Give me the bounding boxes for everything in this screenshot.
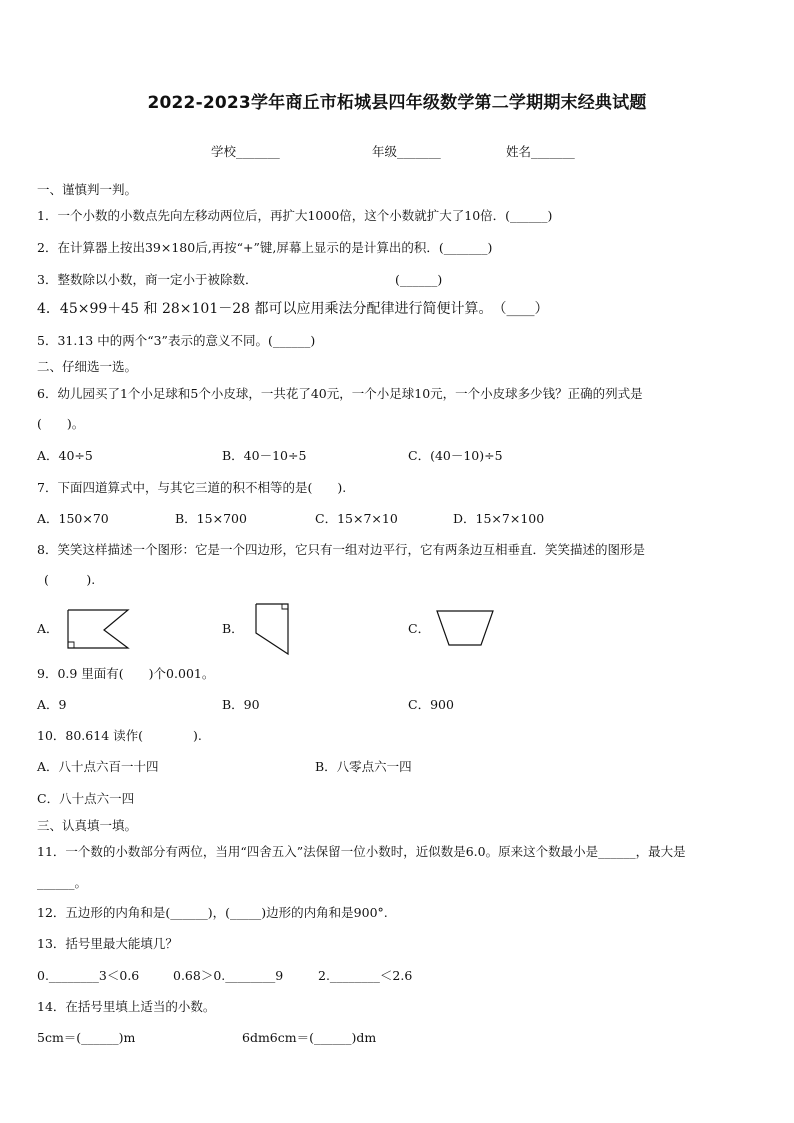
q8-option-a: A． bbox=[37, 621, 59, 636]
q7-option-c: C．15×7×10 bbox=[315, 511, 398, 526]
q6-option-c: C．(40－10)÷5 bbox=[408, 448, 503, 463]
question-6: 6．幼儿园买了1个小足球和5个小皮球，一共花了40元，一个小足球10元，一个小皮球多少钱？正确的列式是 bbox=[37, 386, 643, 401]
question-4: 4．45×99＋45 和 28×101－28 都可以应用乘法分配律进行简便计算。 （____） bbox=[37, 301, 549, 317]
question-12: 12．五边形的内角和是(______)，(_____)边形的内角和是900°. bbox=[37, 905, 388, 920]
question-1: 1．一个小数的小数点先向左移动两位后，再扩大1000倍，这个小数就扩大了10倍．(______) bbox=[37, 208, 553, 223]
q13-part-b: 0.68＞0.________9 bbox=[173, 968, 284, 983]
question-5: 5．31.13 中的两个“3”表示的意义不同。(______) bbox=[37, 333, 316, 348]
q14-part-b: 6dm6cm＝(______)dm bbox=[242, 1030, 377, 1045]
question-6-paren: ( )。 bbox=[37, 416, 85, 431]
question-10: 10．80.614 读作( ). bbox=[37, 728, 202, 743]
q10-option-c: C．八十点六一四 bbox=[37, 791, 135, 806]
q13-part-a: 0.________3＜0.6 bbox=[37, 968, 140, 983]
right-trapezoid-notched-shape bbox=[64, 606, 130, 652]
section1-heading: 一、谨慎判一判。 bbox=[37, 182, 138, 197]
section2-heading: 二、仔细选一选。 bbox=[37, 359, 138, 374]
question-11: 11．一个数的小数部分有两位，当用“四舍五入”法保留一位小数时，近似数是6.0。原来这个数最小是______，最大是 bbox=[37, 844, 686, 859]
q9-option-c: C．900 bbox=[408, 697, 454, 712]
q6-option-a: A．40÷5 bbox=[37, 448, 93, 463]
name-field: 姓名_______ bbox=[506, 144, 575, 159]
school-field: 学校_______ bbox=[211, 144, 280, 159]
q14-part-a: 5cm＝(______)m bbox=[37, 1030, 136, 1045]
right-angle-quadrilateral-shape bbox=[252, 601, 292, 657]
q9-option-a: A．9 bbox=[37, 697, 67, 712]
q9-option-b: B．90 bbox=[222, 697, 260, 712]
isosceles-trapezoid-shape bbox=[434, 607, 496, 649]
q7-option-b: B．15×700 bbox=[175, 511, 247, 526]
q7-option-a: A．150×70 bbox=[37, 511, 109, 526]
q13-part-c: 2.________＜2.6 bbox=[318, 968, 413, 983]
question-2: 2．在计算器上按出39×180后,再按“+”键,屏幕上显示的是计算出的积．(_______) bbox=[37, 240, 493, 255]
q10-option-b: B．八零点六一四 bbox=[315, 759, 412, 774]
question-13: 13．括号里最大能填几？ bbox=[37, 936, 178, 951]
q10-option-a: A．八十点六百一十四 bbox=[37, 759, 159, 774]
page-title: 2022-2023学年商丘市柘城县四年级数学第二学期期末经典试题 bbox=[147, 93, 647, 113]
q8-option-c: C． bbox=[408, 621, 431, 636]
q6-option-b: B．40－10÷5 bbox=[222, 448, 307, 463]
question-3: 3．整数除以小数，商一定小于被除数． bbox=[37, 272, 258, 287]
question-8: 8．笑笑这样描述一个图形：它是一个四边形，它只有一组对边平行，它有两条边互相垂直．笑笑描述的图形是 bbox=[37, 542, 645, 557]
question-9: 9．0.9 里面有( )个0.001。 bbox=[37, 666, 215, 681]
q8-option-b: B． bbox=[222, 621, 244, 636]
question-3-blank: (______) bbox=[395, 272, 443, 287]
q7-option-d: D．15×7×100 bbox=[453, 511, 545, 526]
question-8-paren: ( ). bbox=[44, 572, 96, 587]
question-14: 14．在括号里填上适当的小数。 bbox=[37, 999, 216, 1014]
grade-field: 年级_______ bbox=[372, 144, 441, 159]
section3-heading: 三、认真填一填。 bbox=[37, 818, 138, 833]
question-11-cont: ______。 bbox=[37, 875, 88, 890]
question-7: 7．下面四道算式中，与其它三道的积不相等的是( ). bbox=[37, 480, 347, 495]
